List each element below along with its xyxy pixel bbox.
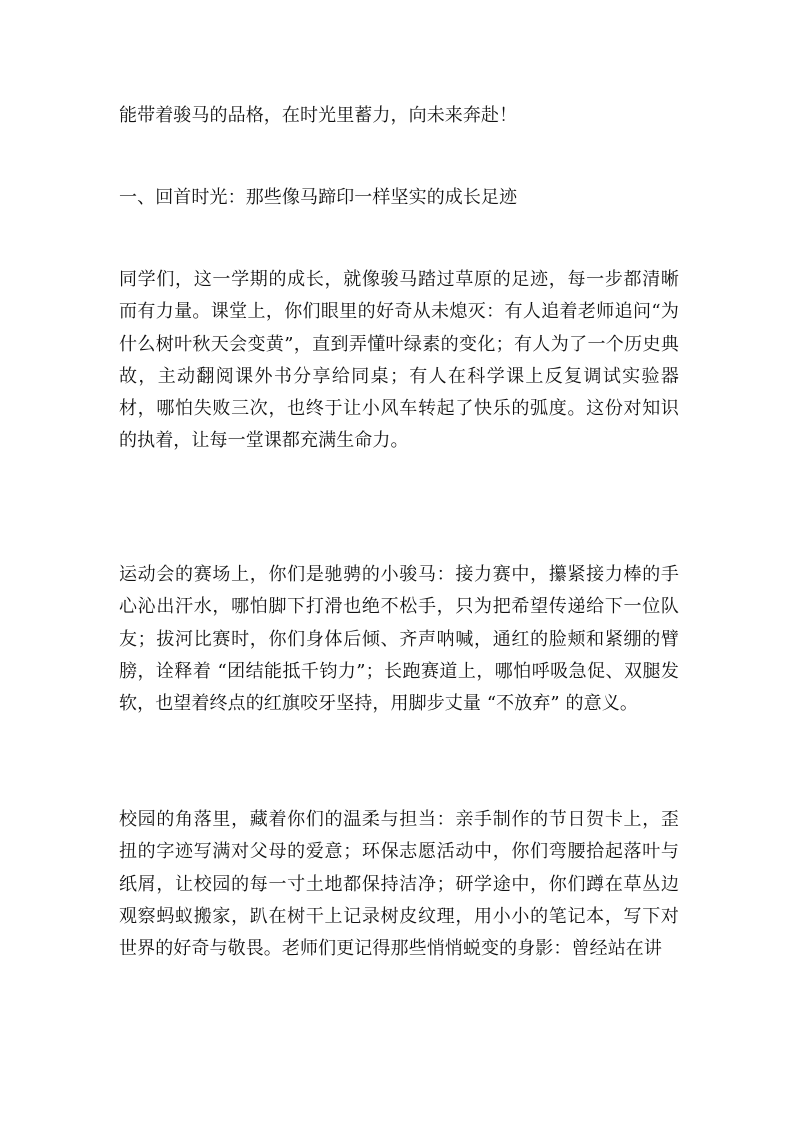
section-heading: 一、回首时光：那些像马蹄印一样坚实的成长足迹 [119, 187, 518, 208]
continuation-line: 能带着骏马的品格，在时光里蓄力，向未来奔赴！ [119, 105, 518, 126]
paragraph-campus-corner: 校园的角落里，藏着你们的温柔与担当：亲手制作的节日贺卡上，歪扭的字迹写满对父母的爱意；环保志愿活动中，你们弯腰拾起落叶与纸屑，让校园的每一寸土地都保持洁净；研学途中，你们蹲在草丛边观察蚂蚁搬家，趴在树干上记录树皮纹理，用小小的笔记本，写下对世界的好奇与敬畏。老师们更记得那些悄悄蜕变的身影：曾经站在讲 [119, 809, 679, 960]
paragraph-classroom: 同学们，这一学期的成长，就像骏马踏过草原的足迹，每一步都清晰而有力量。课堂上，你们眼里的好奇从未熄灭：有人追着老师追问“为什么树叶秋天会变黄”，直到弄懂叶绿素的变化；有人为了一个历史典故，主动翻阅课外书分享给同桌；有人在科学课上反复调试实验器材，哪怕失败三次，也终于让小风车转起了快乐的弧度。这份对知识的执着，让每一堂课都充满生命力。 [119, 269, 679, 452]
paragraph-sports-meet: 运动会的赛场上，你们是驰骋的小骏马：接力赛中，攥紧接力棒的手心沁出汗水，哪怕脚下打滑也绝不松手，只为把希望传递给下一位队友；拔河比赛时，你们身体后倾、齐声呐喊，通红的脸颊和紧绷的臂膀，诠释着 “团结能抵千钧力”；长跑赛道上，哪怕呼吸急促、双腿发软，也望着终点的红旗咬牙坚持，用脚步丈量 “不放弃” 的意义。 [119, 564, 679, 715]
